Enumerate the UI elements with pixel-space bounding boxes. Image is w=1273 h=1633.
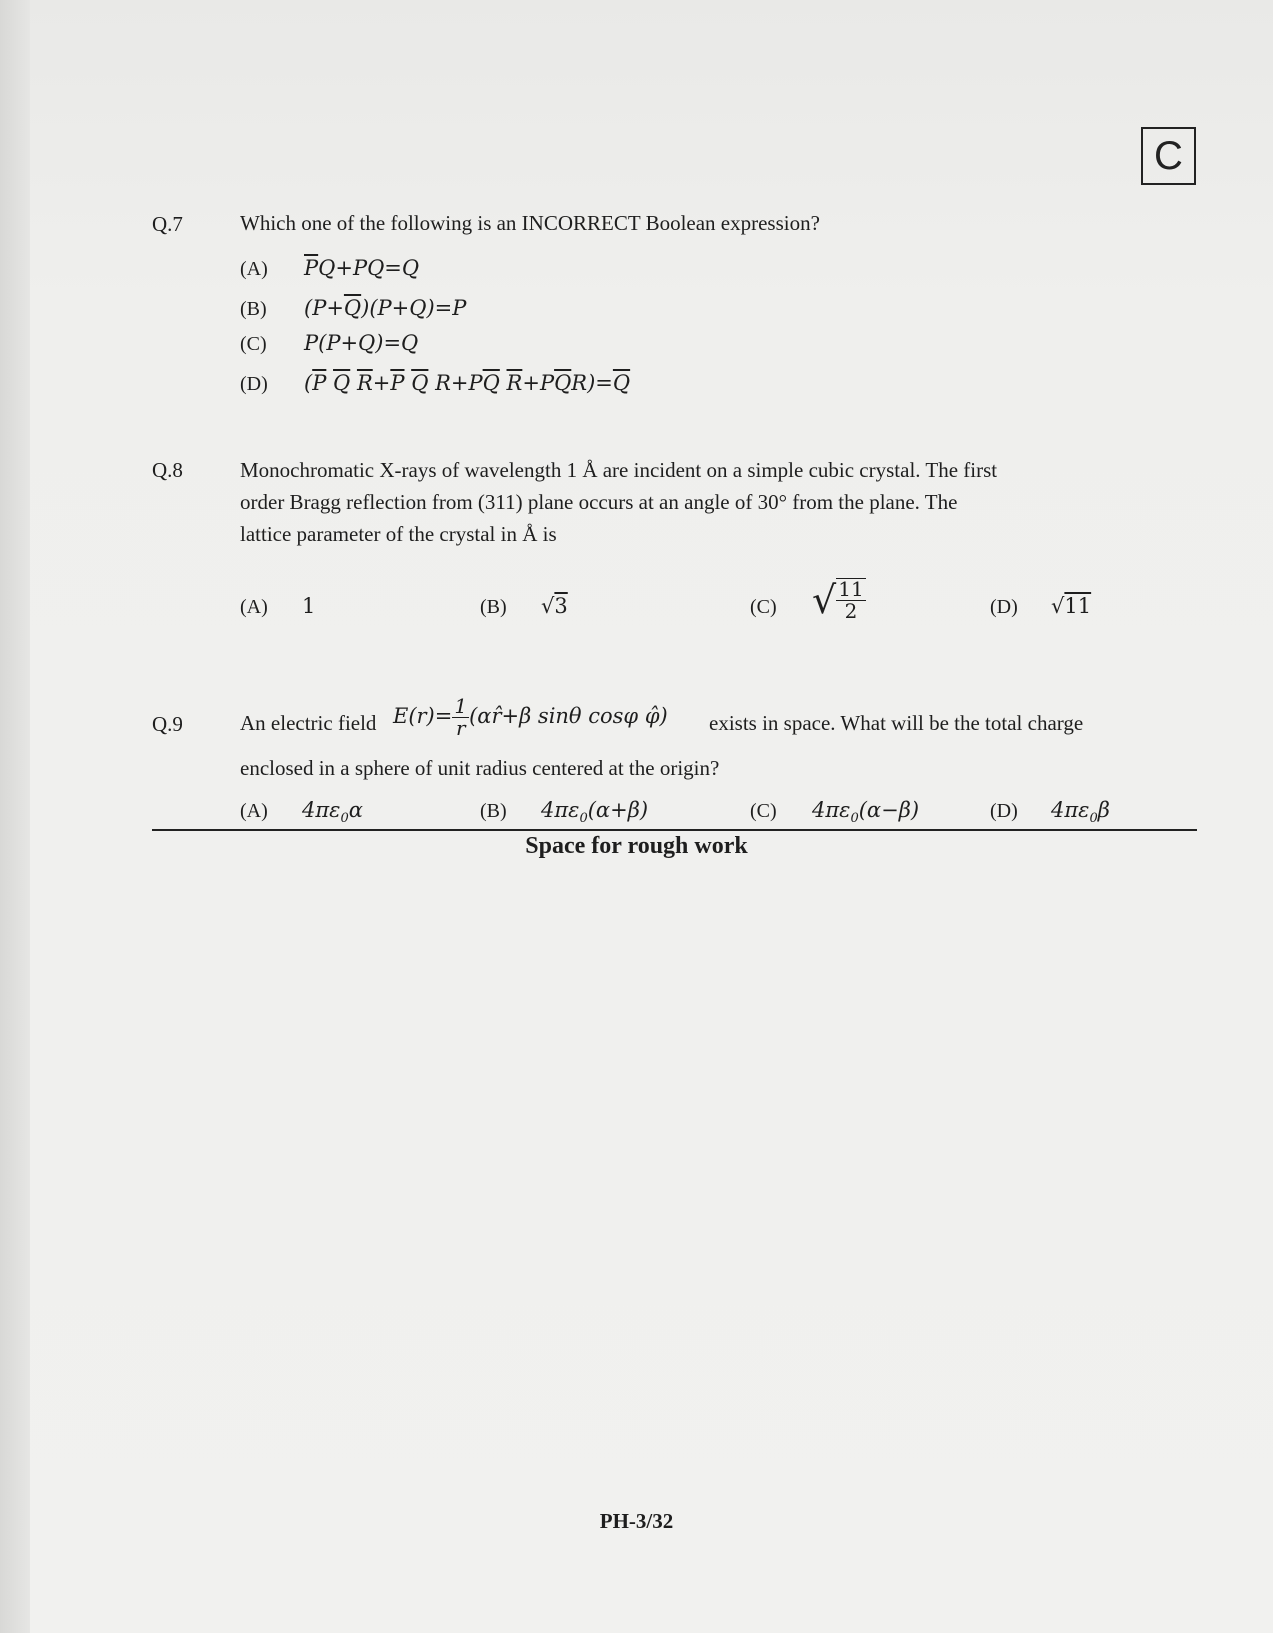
rough-work-divider <box>152 829 1197 831</box>
q7-option-a-expression: $\overline{P}Q+PQ=Q$ <box>304 256 420 280</box>
q8-option-a-label: (A) <box>240 596 268 618</box>
q7-option-b-expression: $(P+\overline{Q})(P+Q)=P$ <box>304 296 467 320</box>
q9-text-line-1-start: An electric field <box>240 711 377 735</box>
q9-text-line-2: enclosed in a sphere of unit radius centered at the origin? <box>240 756 720 780</box>
q7-number: Q.7 <box>152 212 183 236</box>
q9-option-a-expression: $4\pi\varepsilon_0\alpha$ <box>302 798 363 827</box>
q8-option-a-value: 1 <box>302 594 316 618</box>
q9-option-a-label: (A) <box>240 800 268 822</box>
q8-option-b-label: (B) <box>480 596 507 618</box>
q7-option-d-label: (D) <box>240 373 268 395</box>
q9-electric-field-expression: E(r)= $\frac{1}{r}$ (αr̂+β sinθ cosφ φ̂) <box>393 694 668 740</box>
q9-option-b-expression: $4\pi\varepsilon_0(\alpha+\beta)$ <box>541 798 649 827</box>
q7-option-c-expression: P(P+Q)=Q <box>304 331 419 355</box>
q7-option-d-expression: ($\overline{P}$ $\overline{Q}$ $\overline{R}+\overline{P}$ $\overline{Q}$ $R+P\overline{Q}$ $\overline{R}+P\overline{Q}R)=\overline{Q}$ <box>304 371 631 395</box>
q8-text-line-2: order Bragg reflection from (311) plane occurs at an angle of 30° from the plane. The <box>240 490 958 514</box>
q7-option-c-label: (C) <box>240 333 267 355</box>
q9-option-d-expression: $4\pi\varepsilon_0\beta$ <box>1051 798 1110 827</box>
q9-option-d-label: (D) <box>990 800 1018 822</box>
q9-option-b-label: (B) <box>480 800 507 822</box>
q8-option-d-value: √11 <box>1051 594 1092 618</box>
q8-option-b-value: √3 <box>541 594 568 618</box>
q7-text: Which one of the following is an INCORRECT Boolean expression? <box>240 211 820 235</box>
page-footer-code: PH-3/32 <box>599 1509 674 1533</box>
q9-number: Q.9 <box>152 712 183 736</box>
q8-text-line-3: lattice parameter of the crystal in Å is <box>240 522 557 546</box>
page-binding-edge <box>0 0 30 1633</box>
set-code-box: C <box>1141 127 1196 185</box>
rough-work-heading: Space for rough work <box>525 833 748 859</box>
q9-option-c-label: (C) <box>750 800 777 822</box>
q8-text-line-1: Monochromatic X-rays of wavelength 1 Å are incident on a simple cubic crystal. The first <box>240 458 998 482</box>
q8-option-c-label: (C) <box>750 596 777 618</box>
q7-option-a-label: (A) <box>240 258 268 280</box>
q7-option-b-label: (B) <box>240 298 267 320</box>
q8-number: Q.8 <box>152 458 183 482</box>
q8-option-c-value: √ $\frac{11}{2}$ <box>812 577 864 623</box>
q9-option-c-expression: $4\pi\varepsilon_0(\alpha-\beta)$ <box>812 798 920 827</box>
q9-text-line-1-end: exists in space. What will be the total charge <box>709 711 1084 735</box>
q8-option-d-label: (D) <box>990 596 1018 618</box>
